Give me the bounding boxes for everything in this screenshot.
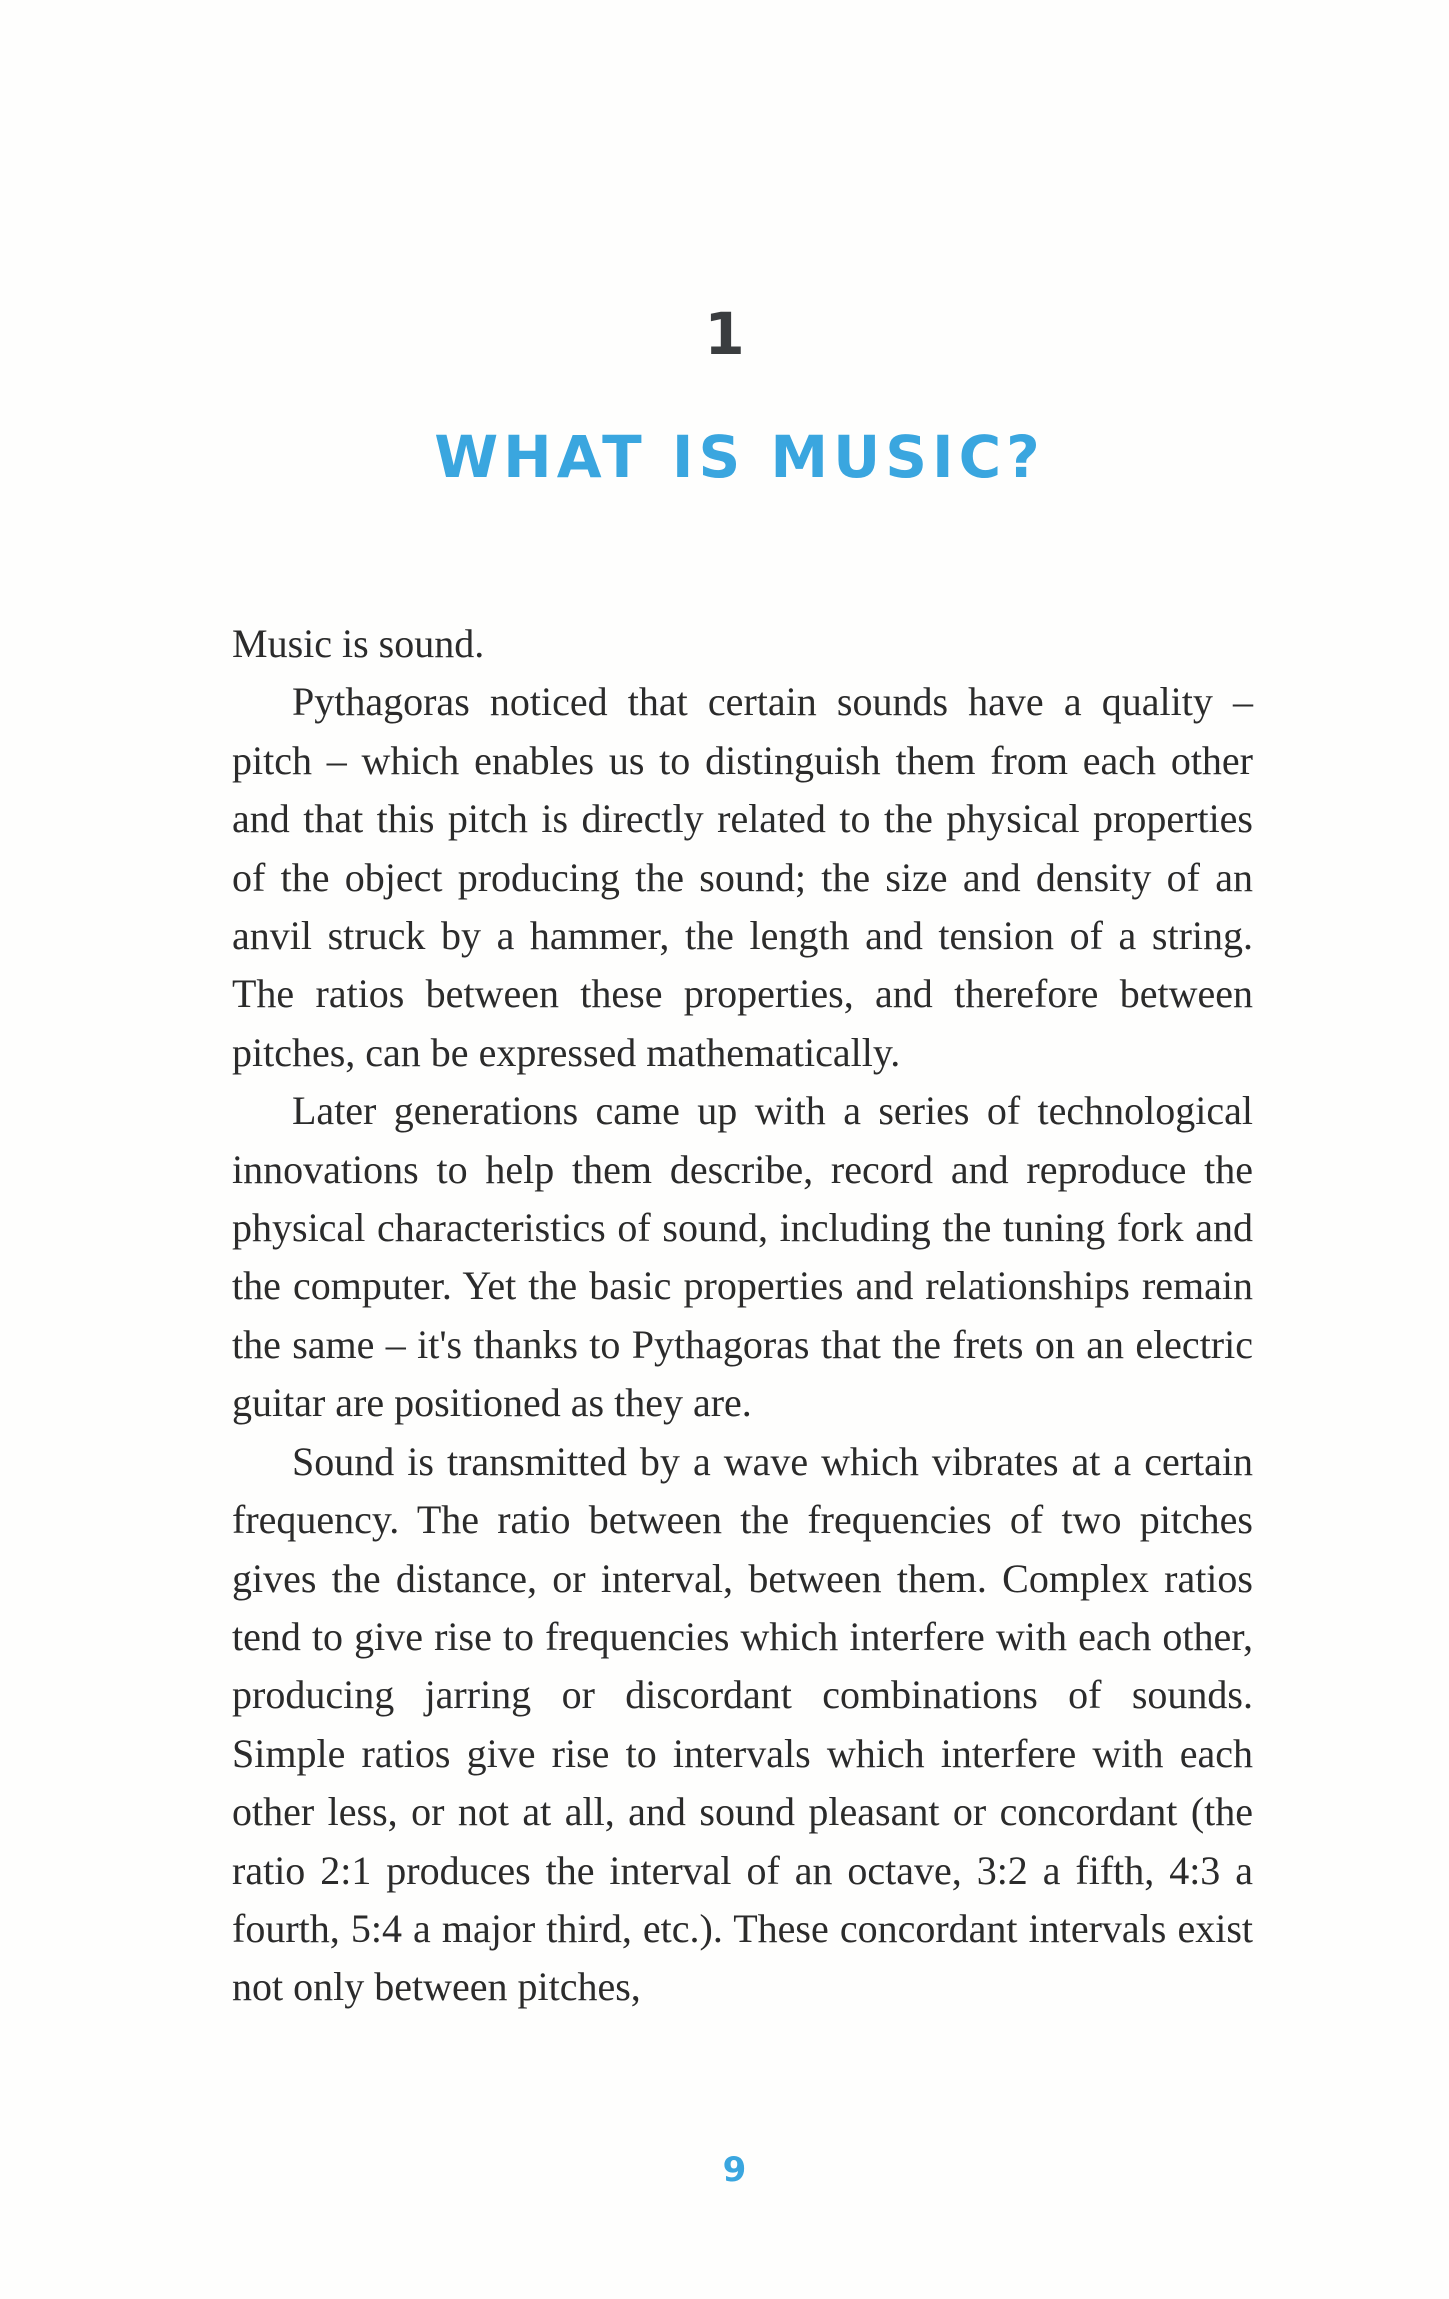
paragraph: Music is sound.	[232, 621, 485, 666]
paragraph: Later generations came up with a series of technological innovations to help them describe, record and reproduce the physical characteristics of sound, including the tuning fork and the computer. Yet the basic properties and relationships remain the same – it's thanks to Pythagoras that the frets on an electric guitar are positioned as they are.	[232, 1088, 1253, 1426]
page-number: 9	[722, 2150, 747, 2190]
body-text	[232, 615, 1253, 2017]
paragraph: Pythagoras noticed that certain sounds have a quality – pitch – which enables us to distinguish them from each other and that this pitch is directly related to the physical properties of the object producing the sound; the size and density of an anvil struck by a hammer, the length and tension of a string. The ratios between these properties, and therefore between pitches, can be expressed mathematically.	[232, 679, 1253, 1075]
chapter-title: WHAT IS MUSIC?	[434, 423, 1045, 491]
chapter-number: 1	[704, 300, 745, 368]
paragraph: Sound is transmitted by a wave which vibrates at a certain frequency. The ratio between the frequencies of two pitches gives the distance, or interval, between them. Complex ratios tend to give rise to frequencies which interfere with each other, producing jarring or discordant combinations of sounds. Simple ratios give rise to intervals which interfere with each other less, or not at all, and sound pleasant or concordant (the ratio 2:1 produces the interval of an octave, 3:2 a fifth, 4:3 a fourth, 5:4 a major third, etc.). These concordant intervals exist not only between pitches,	[232, 1438, 1253, 2010]
